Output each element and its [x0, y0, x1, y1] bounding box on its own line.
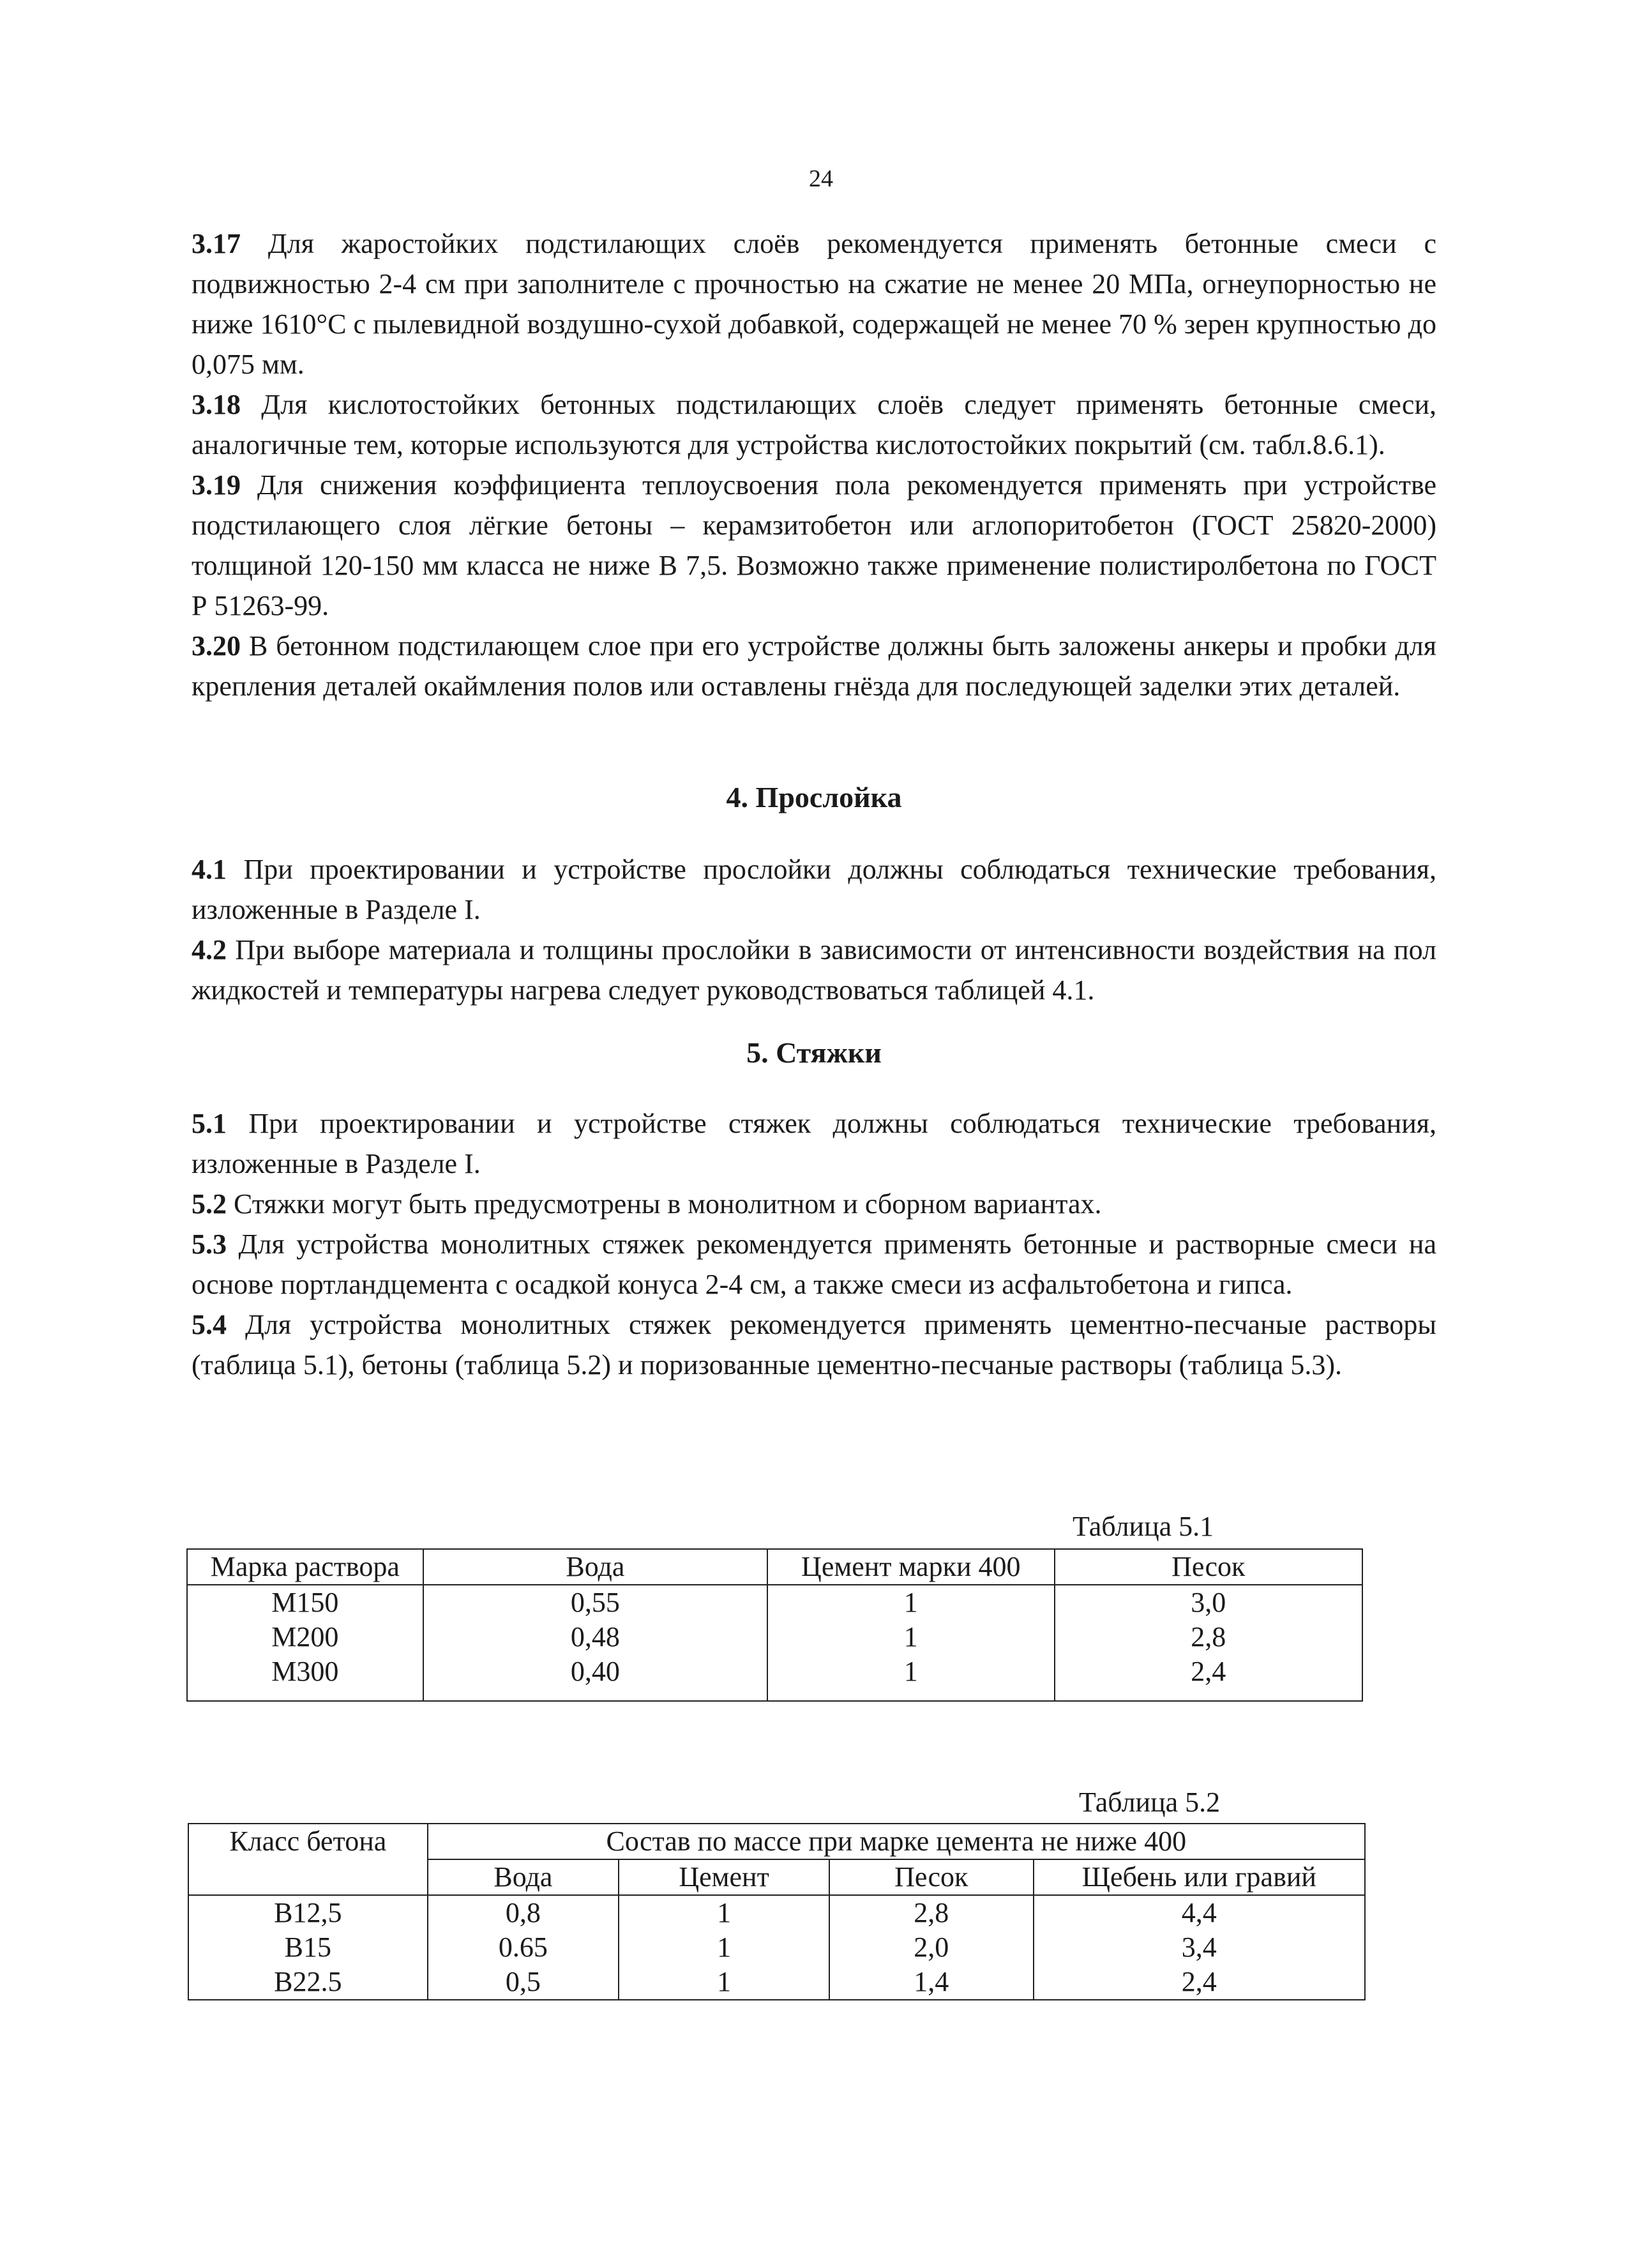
column-header: Цемент — [619, 1859, 829, 1895]
paragraph-number: 3.17 — [192, 228, 241, 259]
table-row — [188, 1895, 1365, 1930]
table-cell: 1 — [767, 1654, 1055, 1701]
table-cell: 1 — [767, 1620, 1055, 1654]
paragraph-number: 5.2 — [192, 1188, 227, 1220]
table-cell: 0,55 — [423, 1585, 767, 1620]
table-cell: В22.5 — [188, 1965, 428, 2000]
table-cell: 1 — [619, 1895, 829, 1930]
table-row — [187, 1585, 1362, 1620]
paragraph-number: 5.3 — [192, 1228, 227, 1260]
paragraph-number: 3.20 — [192, 630, 241, 662]
column-header: Щебень или гравий — [1034, 1859, 1365, 1895]
column-group-header: Состав по массе при марке цемента не ниже 400 — [428, 1824, 1365, 1859]
table-cell: М150 — [187, 1585, 423, 1620]
table-cell: 2,8 — [829, 1895, 1034, 1930]
table-cell: 0,48 — [423, 1620, 767, 1654]
paragraph-text: Для снижения коэффициента теплоусвоения пола рекомендуется применять при устройстве подстилающего слоя лёгкие бетоны – керамзитобетон или аглопоритобетон (ГОСТ 25820-2000) толщиной 120-150 мм класса не ниже В 7,5. Возможно также применение полистиролбетона по ГОСТ Р 51263-99. — [192, 469, 1436, 621]
column-header: Класс бетона — [188, 1824, 428, 1895]
paragraph-number: 3.19 — [192, 469, 241, 501]
table-5-1 — [186, 1548, 1363, 1702]
section-3-paragraphs — [192, 223, 1436, 706]
column-header: Цемент марки 400 — [767, 1549, 1055, 1585]
paragraph-4-1 — [192, 849, 1436, 930]
paragraph-text: В бетонном подстилающем слое при его устройстве должны быть заложены анкеры и пробки для крепления деталей окаймления полов или оставлены гнёзда для последующей заделки этих деталей. — [192, 630, 1436, 702]
paragraph-number: 3.18 — [192, 389, 241, 420]
table-cell: 1 — [619, 1930, 829, 1965]
table-row — [188, 1930, 1365, 1965]
table-cell: 0,5 — [428, 1965, 619, 2000]
table-row — [187, 1620, 1362, 1654]
table-cell: 2,0 — [829, 1930, 1034, 1965]
table-cell: 2,4 — [1055, 1654, 1362, 1701]
table-cell: 0.65 — [428, 1930, 619, 1965]
paragraph-5-2 — [192, 1184, 1436, 1224]
paragraph-3-18 — [192, 384, 1436, 465]
paragraph-number: 4.2 — [192, 934, 227, 965]
paragraph-4-2 — [192, 930, 1436, 1010]
table-cell: 3,0 — [1055, 1585, 1362, 1620]
table-5-2 — [188, 1823, 1366, 2000]
paragraph-text: При проектировании и устройстве прослойки должны соблюдаться технические требования, изложенные в Разделе I. — [192, 854, 1436, 925]
paragraph-number: 5.4 — [192, 1309, 227, 1340]
table-row — [187, 1654, 1362, 1701]
paragraph-3-19 — [192, 465, 1436, 626]
table-cell: 1,4 — [829, 1965, 1034, 2000]
section-4-paragraphs — [192, 849, 1436, 1010]
column-header: Песок — [1055, 1549, 1362, 1585]
page-number: 24 — [809, 165, 833, 192]
table-cell: 1 — [619, 1965, 829, 2000]
paragraph-text: Для устройства монолитных стяжек рекомендуется применять цементно-песчаные растворы (таблица 5.1), бетоны (таблица 5.2) и поризованные цементно-песчаные растворы (таблица 5.3). — [192, 1309, 1436, 1380]
table-5-2-caption: Таблица 5.2 — [1079, 1787, 1221, 1818]
table-5-1-caption: Таблица 5.1 — [1073, 1511, 1214, 1542]
paragraph-number: 4.1 — [192, 854, 227, 885]
column-header: Марка раствора — [187, 1549, 423, 1585]
section-4-title: 4. Прослойка — [726, 781, 902, 813]
table-header-row — [187, 1549, 1362, 1585]
table-cell: М200 — [187, 1620, 423, 1654]
paragraph-5-1 — [192, 1103, 1436, 1184]
paragraph-text: При проектировании и устройстве стяжек должны соблюдаться технические требования, изложенные в Разделе I. — [192, 1108, 1436, 1179]
paragraph-text: Для устройства монолитных стяжек рекомендуется применять бетонные и растворные смеси на основе портландцемента с осадкой конуса 2-4 см, а также смеси из асфальтобетона и гипса. — [192, 1228, 1436, 1300]
paragraph-text: Для кислотостойких бетонных подстилающих слоёв следует применять бетонные смеси, аналогичные тем, которые используются для устройства кислотостойких покрытий (см. табл.8.6.1). — [192, 389, 1436, 460]
paragraph-3-17 — [192, 223, 1436, 384]
table-cell: В12,5 — [188, 1895, 428, 1930]
section-5-title: 5. Стяжки — [746, 1036, 882, 1069]
table-cell: 2,4 — [1034, 1965, 1365, 2000]
paragraph-text: При выборе материала и толщины прослойки в зависимости от интенсивности воздействия на пол жидкостей и температуры нагрева следует руководствоваться таблицей 4.1. — [192, 934, 1436, 1006]
column-header: Вода — [423, 1549, 767, 1585]
table-cell: 1 — [767, 1585, 1055, 1620]
table-cell: 2,8 — [1055, 1620, 1362, 1654]
table-cell: 3,4 — [1034, 1930, 1365, 1965]
table-cell: М300 — [187, 1654, 423, 1701]
column-header: Вода — [428, 1859, 619, 1895]
table-cell: 0,40 — [423, 1654, 767, 1701]
table-cell: 0,8 — [428, 1895, 619, 1930]
table-row — [188, 1965, 1365, 2000]
table-header-row — [188, 1824, 1365, 1859]
paragraph-number: 5.1 — [192, 1108, 227, 1139]
paragraph-5-4 — [192, 1304, 1436, 1385]
column-header: Песок — [829, 1859, 1034, 1895]
table-cell: В15 — [188, 1930, 428, 1965]
paragraph-5-3 — [192, 1224, 1436, 1304]
paragraph-3-20 — [192, 626, 1436, 706]
paragraph-text: Для жаростойких подстилающих слоёв рекомендуется применять бетонные смеси с подвижностью 2-4 см при заполнителе с прочностью на сжатие не менее 20 МПа, огнеупорностью не ниже 1610°С с пылевидной воздушно-сухой добавкой, содержащей не менее 70 % зерен крупностью до 0,075 мм. — [192, 228, 1436, 380]
paragraph-text: Стяжки могут быть предусмотрены в монолитном и сборном вариантах. — [227, 1188, 1102, 1220]
table-cell: 4,4 — [1034, 1895, 1365, 1930]
section-5-paragraphs — [192, 1103, 1436, 1385]
